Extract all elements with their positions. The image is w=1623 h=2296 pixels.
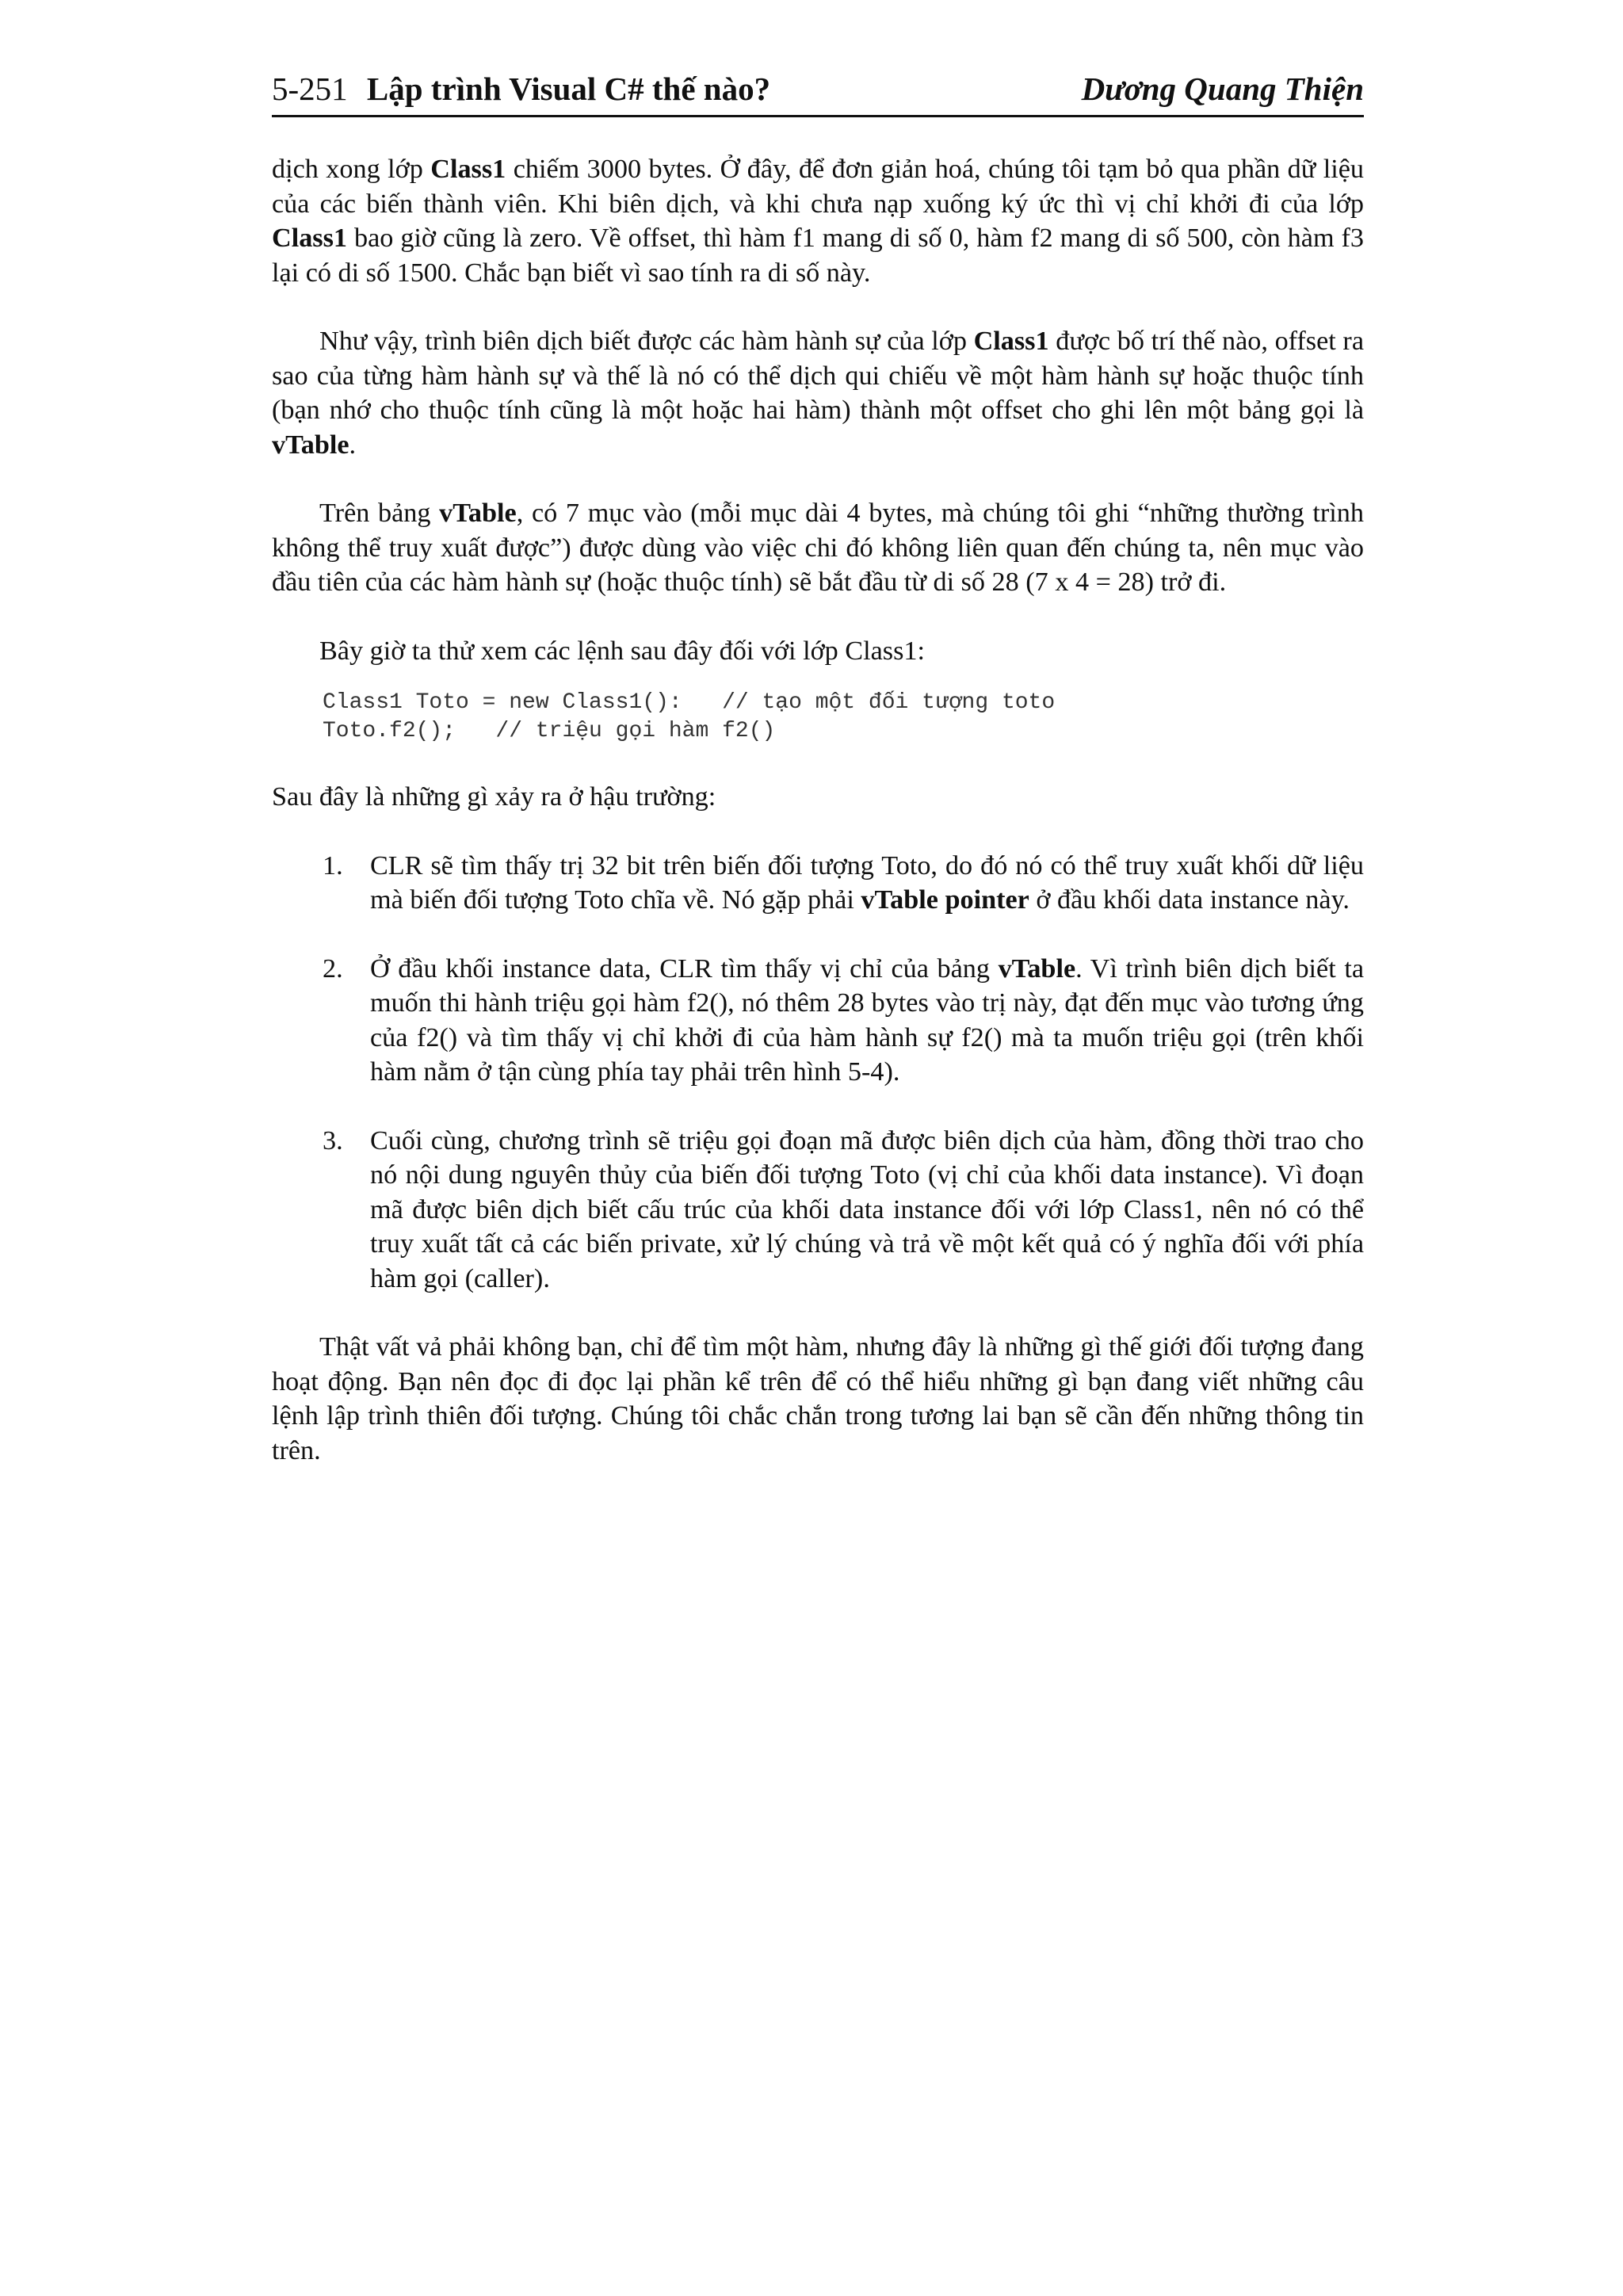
bold-term: vTable — [439, 499, 517, 529]
list-item-number: 3. — [323, 1125, 343, 1156]
bold-term: vTable — [998, 953, 1076, 984]
text-run: , có 7 mục vào (mỗi mục dài 4 bytes, mà chúng tôi ghi “những thường trình không thể truy xuất được”) được dùng vào việc chi đó không liên quan đến chúng ta, nên mục vào đầu tiên của các hàm hành sự (hoặc thuộc tính) sẽ bắt đầu từ di số 28 (7 x 4 = 28) trở đi. — [272, 499, 1364, 598]
list-item-number: 2. — [323, 953, 343, 984]
bold-term: vTable — [272, 430, 349, 460]
page-number: 5-251 — [272, 71, 348, 107]
text-run: Như vậy, trình biên dịch biết được các hàm hành sự của lớp — [319, 327, 974, 357]
document-page — [272, 70, 1364, 1468]
page-content — [272, 152, 1364, 1468]
list-item — [272, 1124, 1364, 1297]
code-line-1: Class1 Toto = new Class1(): // tạo một đối tượng toto — [323, 690, 1056, 716]
book-title: Lập trình Visual C# thế nào? — [366, 71, 771, 107]
text-run: CLR sẽ tìm thấy trị 32 bit trên biến đối tượng Toto, do đó nó có thể truy xuất khối dữ liệu mà biến đối tượng Toto chĩa về. Nó gặp phải — [370, 850, 1364, 915]
text-run: Ở đầu khối instance data, CLR tìm thấy vị chỉ của bảng — [370, 953, 999, 984]
code-block — [272, 689, 1364, 746]
text-run: bao giờ cũng là zero. Về offset, thì hàm f1 mang di số 0, hàm f2 mang di số 500, còn hàm f3 lại có di số 1500. Chắc bạn biết vì sao tính ra di số này. — [272, 223, 1364, 288]
header-left — [272, 70, 770, 109]
list-item-number: 1. — [323, 850, 343, 881]
code-line-2: Toto.f2(); // triệu gọi hàm f2() — [323, 719, 776, 744]
text-run: Trên bảng — [319, 499, 440, 529]
paragraph-3 — [272, 496, 1364, 600]
author-name: Dương Quang Thiện — [1081, 71, 1364, 107]
paragraph-1 — [272, 152, 1364, 290]
bold-term: Class1 — [430, 155, 506, 185]
paragraph-5: Sau đây là những gì xảy ra ở hậu trường: — [272, 782, 716, 812]
numbered-list — [272, 849, 1364, 1297]
bold-term: Class1 — [272, 223, 347, 254]
bold-term: Class1 — [973, 327, 1049, 357]
bold-term: vTable pointer — [861, 885, 1029, 915]
text-run: ở đầu khối data instance này. — [1029, 885, 1350, 915]
text-run: . Vì trình biên dịch biết ta muốn thi hành triệu gọi hàm f2(), nó thêm 28 bytes vào trị này, đạt đến mục vào tương ứng của f2() và tìm thấy vị chỉ khởi đi của hàm hành sự f2() mà ta muốn triệu gọi (trên khối hàm nằm ở tận cùng phía tay phải trên hình 5-4). — [370, 953, 1364, 1087]
text-run: Cuối cùng, chương trình sẽ triệu gọi đoạn mã được biên dịch của hàm, đồng thời trao cho nó nội dung nguyên thủy của biến đối tượng Toto (vị chỉ của khối data instance). Vì đoạn mã được biên dịch biết cấu trúc của khối data instance đối với lớp Class1, nên nó có thể truy xuất tất cả các biến private, xử lý chúng và trả về một kết quả có ý nghĩa đối với phía hàm gọi (caller). — [370, 1125, 1364, 1293]
text-run: dịch xong lớp — [272, 155, 431, 185]
paragraph-2 — [272, 324, 1364, 462]
page-header — [272, 70, 1364, 117]
list-item — [272, 952, 1364, 1090]
paragraph-4: Bây giờ ta thử xem các lệnh sau đây đối với lớp Class1: — [319, 636, 925, 666]
text-run: được bố trí thế nào, offset ra sao của từng hàm hành sự và thế là nó có thể dịch qui chiếu về một hàm hành sự hoặc thuộc tính (bạn nhớ cho thuộc tính cũng là một hoặc hai hàm) thành một offset cho ghi lên một bảng gọi là — [272, 327, 1364, 426]
text-run: . — [349, 430, 357, 460]
paragraph-6: Thật vất vả phải không bạn, chỉ để tìm một hàm, nhưng đây là những gì thế giới đối tượng đang hoạt động. Bạn nên đọc đi đọc lại phần kể trên để có thể hiểu những gì bạn đang viết những câu lệnh lập trình thiên đối tượng. Chúng tôi chắc chắn trong tương lai bạn sẽ cần đến những thông tin trên. — [272, 1332, 1364, 1465]
text-run: chiếm 3000 bytes. Ở đây, để đơn giản hoá, chúng tôi tạm bỏ qua phần dữ liệu của các biến thành viên. Khi biên dịch, và khi chưa nạp xuống ký ức thì vị chỉ khởi đi của lớp — [272, 155, 1365, 219]
list-item — [272, 849, 1364, 918]
